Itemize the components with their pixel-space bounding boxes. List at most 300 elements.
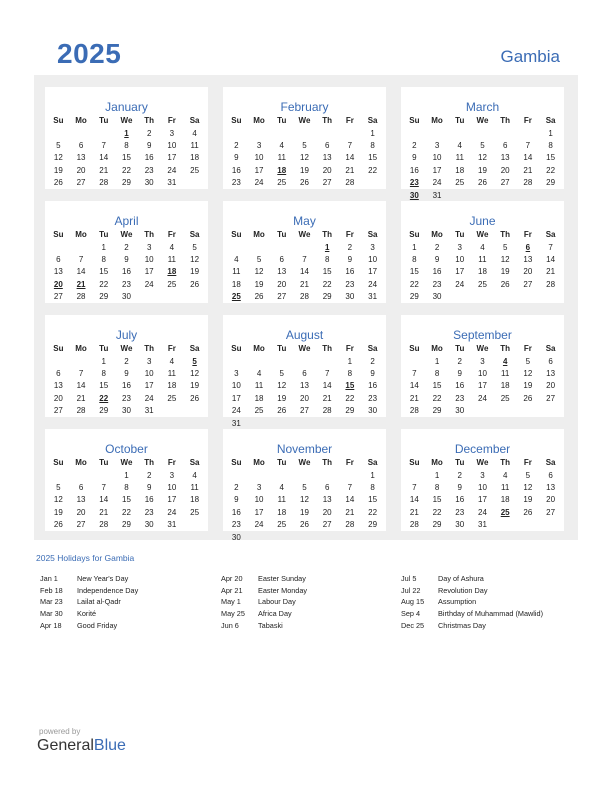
day-cell: 12: [300, 495, 309, 505]
day-cell: 7: [324, 368, 330, 378]
day-cell: [293, 355, 316, 367]
day-cell: [539, 291, 562, 303]
day-cell: 11: [277, 153, 286, 163]
holiday-name: Birthday of Muhammad (Mawlid): [438, 609, 544, 619]
month-june: [401, 201, 564, 303]
holiday-name: Easter Monday: [258, 585, 308, 595]
day-cell: [248, 417, 271, 429]
day-cell: 21: [76, 393, 86, 403]
weekday-header: Tu: [455, 116, 465, 126]
weekday-header: Mo: [431, 116, 443, 126]
day-cell: 10: [254, 153, 264, 163]
day-cell: 4: [234, 254, 239, 264]
day-cell: 15: [546, 153, 556, 163]
holiday-date: May 1: [221, 597, 241, 607]
day-cell: 4: [502, 356, 508, 366]
holiday-item: [221, 586, 391, 598]
day-cell: 16: [345, 267, 355, 277]
day-cell: 13: [300, 381, 309, 391]
day-cell: 19: [254, 279, 264, 289]
day-cell: 15: [99, 381, 109, 391]
day-cell: 4: [192, 128, 197, 138]
day-cell: 12: [53, 153, 63, 163]
weekday-header: Fr: [167, 230, 176, 240]
weekday-header: Su: [231, 344, 242, 354]
day-cell: 2: [124, 356, 129, 366]
weekday-header: Th: [500, 230, 511, 240]
day-cell: 21: [345, 165, 355, 175]
month-grid: [47, 343, 206, 417]
day-cell: 2: [146, 128, 152, 138]
day-cell: [161, 405, 184, 417]
day-cell: 10: [455, 254, 465, 264]
day-cell: [248, 469, 271, 481]
day-cell: 28: [300, 292, 309, 302]
holiday-date: Jul 5: [401, 574, 417, 583]
day-cell: 2: [124, 242, 129, 252]
month-march: [401, 87, 564, 200]
day-cell: 16: [432, 267, 442, 277]
day-cell: 4: [457, 140, 462, 150]
day-cell: 12: [523, 482, 533, 492]
day-cell: 9: [347, 254, 353, 264]
day-cell: 29: [99, 406, 109, 416]
day-cell: [225, 355, 248, 367]
day-cell: 29: [409, 292, 419, 302]
day-cell: 18: [500, 495, 510, 505]
day-cell: 18: [190, 495, 200, 505]
day-cell: 30: [455, 406, 465, 416]
day-cell: 16: [368, 381, 378, 391]
holiday-date: Jun 6: [221, 620, 239, 630]
calendar-panel: [34, 75, 578, 540]
weekday-header: Fr: [345, 116, 354, 126]
day-cell: 3: [434, 140, 440, 150]
day-cell: 20: [500, 165, 510, 175]
day-cell: 8: [434, 368, 440, 378]
day-cell: [517, 405, 540, 417]
day-cell: [471, 291, 494, 303]
holiday-item: [40, 621, 210, 633]
weekday-header: Sa: [545, 458, 556, 468]
day-cell: 31: [368, 292, 378, 302]
day-cell: 20: [322, 507, 332, 517]
holiday-name: Africa Day: [258, 609, 292, 619]
day-cell: 6: [548, 356, 553, 366]
weekday-header: Sa: [189, 344, 200, 354]
day-cell: 24: [231, 406, 241, 416]
month-name: May: [293, 214, 316, 228]
day-cell: 21: [322, 393, 332, 403]
weekday-header: Th: [500, 344, 511, 354]
day-cell: 19: [500, 267, 510, 277]
day-cell: [92, 469, 115, 481]
day-cell: 26: [277, 406, 287, 416]
day-cell: 3: [146, 242, 152, 252]
brand-logo: [37, 737, 126, 755]
month-name: November: [276, 442, 333, 456]
day-cell: [471, 127, 494, 139]
day-cell: [248, 127, 271, 139]
day-cell: [539, 405, 562, 417]
weekday-header: Th: [322, 344, 333, 354]
day-cell: 13: [76, 495, 86, 505]
day-cell: [316, 469, 339, 481]
day-cell: 6: [548, 470, 553, 480]
holiday-item: [401, 597, 571, 609]
day-cell: 13: [277, 267, 287, 277]
year-title: 2025: [57, 38, 122, 69]
day-cell: [70, 469, 93, 481]
day-cell: 5: [192, 242, 197, 252]
day-cell: [225, 469, 248, 481]
month-february: [223, 87, 386, 189]
day-cell: 27: [53, 406, 63, 416]
holiday-name: Labour Day: [258, 597, 296, 607]
day-cell: 16: [122, 267, 131, 277]
day-cell: 22: [546, 165, 556, 175]
month-name: July: [115, 328, 138, 342]
day-cell: 3: [370, 242, 375, 252]
day-cell: 25: [167, 393, 177, 403]
day-cell: 9: [124, 254, 129, 264]
day-cell: 13: [322, 153, 332, 163]
weekday-header: Mo: [431, 230, 443, 240]
day-cell: 1: [548, 128, 553, 138]
day-cell: 2: [457, 470, 462, 480]
day-cell: 13: [76, 153, 86, 163]
day-cell: 29: [368, 520, 378, 530]
weekday-header: Tu: [99, 344, 109, 354]
weekday-header: Mo: [75, 344, 87, 354]
day-cell: 20: [322, 165, 332, 175]
day-cell: 14: [76, 267, 86, 277]
day-cell: 5: [525, 356, 531, 366]
brand-part2: Blue: [93, 737, 126, 754]
day-cell: 31: [167, 520, 177, 530]
holiday-name: Assumption: [438, 597, 477, 607]
weekday-header: We: [298, 458, 311, 468]
day-cell: 13: [523, 254, 533, 264]
day-cell: 25: [455, 178, 465, 188]
day-cell: 10: [478, 482, 487, 492]
day-cell: 12: [190, 368, 200, 378]
day-cell: 17: [254, 165, 264, 175]
day-cell: [225, 127, 248, 139]
weekday-header: Su: [231, 116, 242, 126]
day-cell: 1: [370, 128, 375, 138]
day-cell: 10: [144, 254, 154, 264]
day-cell: 31: [432, 190, 442, 200]
day-cell: 11: [501, 482, 510, 492]
day-cell: 18: [167, 267, 177, 277]
day-cell: 18: [277, 165, 287, 175]
day-cell: 26: [53, 520, 63, 530]
holiday-name: Korité: [77, 609, 97, 619]
day-cell: 16: [231, 165, 241, 175]
holiday-date: Apr 18: [40, 620, 62, 630]
day-cell: 31: [231, 418, 241, 428]
day-cell: 11: [455, 153, 464, 163]
day-cell: 15: [368, 153, 378, 163]
day-cell: 17: [478, 381, 487, 391]
day-cell: 24: [455, 279, 465, 289]
day-cell: 8: [434, 482, 440, 492]
day-cell: 3: [234, 368, 239, 378]
day-cell: 11: [232, 267, 241, 277]
day-cell: 9: [457, 482, 462, 492]
day-cell: 28: [523, 178, 533, 188]
day-cell: 1: [434, 470, 440, 480]
day-cell: 30: [122, 406, 131, 416]
day-cell: 17: [254, 507, 264, 517]
day-cell: 10: [254, 495, 264, 505]
day-cell: [270, 355, 293, 367]
day-cell: 21: [546, 267, 556, 277]
weekday-header: Sa: [367, 230, 378, 240]
day-cell: 28: [76, 406, 86, 416]
day-cell: [339, 417, 362, 429]
day-cell: 15: [432, 495, 442, 505]
day-cell: 29: [345, 406, 355, 416]
weekday-header: Tu: [455, 344, 465, 354]
holiday-name: Easter Sunday: [258, 574, 306, 583]
month-name: December: [454, 442, 511, 456]
day-cell: 15: [99, 267, 109, 277]
holiday-date: Apr 20: [221, 574, 243, 583]
day-cell: 17: [368, 267, 378, 277]
day-cell: 7: [412, 482, 417, 492]
day-cell: 22: [409, 279, 419, 289]
weekday-header: Fr: [523, 116, 532, 126]
day-cell: 15: [409, 267, 419, 277]
day-cell: 14: [76, 381, 86, 391]
weekday-header: Su: [231, 230, 242, 240]
weekday-header: Mo: [253, 230, 265, 240]
day-cell: [517, 291, 540, 303]
weekday-header: Th: [322, 458, 333, 468]
day-cell: 25: [254, 406, 264, 416]
month-grid: [47, 457, 206, 531]
day-cell: 18: [167, 381, 177, 391]
day-cell: 10: [167, 482, 177, 492]
month-april: [45, 201, 208, 303]
weekday-header: Sa: [545, 230, 556, 240]
day-cell: 19: [478, 165, 487, 175]
day-cell: 6: [56, 254, 61, 264]
weekday-header: We: [120, 230, 133, 240]
holiday-column: [401, 574, 571, 632]
day-cell: 24: [478, 393, 487, 403]
day-cell: 2: [234, 482, 239, 492]
day-cell: [426, 127, 449, 139]
day-cell: 10: [368, 254, 378, 264]
day-cell: [293, 531, 316, 543]
day-cell: 28: [345, 178, 355, 188]
day-cell: 14: [546, 254, 556, 264]
day-cell: 29: [546, 178, 556, 188]
day-cell: 5: [56, 482, 61, 492]
weekday-header: Fr: [523, 458, 532, 468]
day-cell: 17: [167, 153, 177, 163]
day-cell: [517, 189, 540, 201]
day-cell: 30: [345, 292, 355, 302]
day-cell: 13: [546, 482, 556, 492]
day-cell: 29: [432, 406, 442, 416]
day-cell: 17: [144, 267, 154, 277]
weekday-header: We: [298, 230, 311, 240]
day-cell: 6: [56, 368, 61, 378]
day-cell: 16: [144, 495, 154, 505]
day-cell: 18: [277, 507, 287, 517]
weekday-header: Fr: [523, 344, 532, 354]
day-cell: 4: [279, 482, 284, 492]
day-cell: 18: [500, 381, 510, 391]
month-september: [401, 315, 564, 417]
day-cell: 17: [432, 165, 442, 175]
day-cell: 16: [144, 153, 154, 163]
day-cell: 2: [412, 140, 417, 150]
weekday-header: Tu: [277, 230, 287, 240]
day-cell: [316, 355, 339, 367]
weekday-header: Sa: [189, 458, 200, 468]
day-cell: 22: [322, 279, 332, 289]
weekday-header: We: [298, 344, 311, 354]
day-cell: 6: [279, 254, 284, 264]
day-cell: 1: [101, 356, 106, 366]
weekday-header: Mo: [431, 458, 443, 468]
weekday-header: Su: [409, 458, 420, 468]
day-cell: 9: [124, 368, 129, 378]
day-cell: 5: [192, 356, 197, 366]
day-cell: [361, 177, 384, 189]
day-cell: 18: [455, 165, 465, 175]
holiday-date: Jan 1: [40, 574, 58, 583]
day-cell: 27: [300, 406, 309, 416]
day-cell: 5: [502, 242, 508, 252]
day-cell: 20: [546, 381, 556, 391]
day-cell: 31: [144, 406, 154, 416]
day-cell: 21: [99, 507, 109, 517]
day-cell: 4: [279, 140, 284, 150]
day-cell: 1: [434, 356, 440, 366]
day-cell: 7: [101, 482, 106, 492]
day-cell: 28: [409, 520, 419, 530]
day-cell: [494, 291, 517, 303]
month-grid: [225, 343, 384, 430]
day-cell: 27: [53, 292, 63, 302]
day-cell: 5: [279, 368, 284, 378]
holiday-name: Independence Day: [77, 585, 139, 595]
day-cell: 2: [434, 242, 440, 252]
day-cell: 14: [345, 495, 355, 505]
holiday-column: [40, 574, 210, 632]
day-cell: 2: [347, 242, 353, 252]
month-january: [45, 87, 208, 189]
day-cell: 10: [478, 368, 487, 378]
day-cell: 24: [144, 279, 154, 289]
weekday-header: Tu: [99, 116, 109, 126]
day-cell: 20: [76, 165, 86, 175]
day-cell: [448, 291, 471, 303]
day-cell: 14: [409, 495, 419, 505]
day-cell: 26: [300, 520, 309, 530]
day-cell: 14: [99, 153, 109, 163]
day-cell: [517, 519, 540, 531]
day-cell: 16: [409, 165, 419, 175]
day-cell: [70, 355, 93, 367]
day-cell: 5: [480, 140, 485, 150]
day-cell: 3: [146, 356, 152, 366]
weekday-header: Fr: [523, 230, 532, 240]
day-cell: 4: [256, 368, 262, 378]
day-cell: 10: [432, 153, 442, 163]
day-cell: 8: [324, 254, 330, 264]
month-name: January: [105, 100, 148, 114]
weekday-header: Su: [409, 116, 420, 126]
day-cell: 11: [501, 368, 510, 378]
day-cell: 13: [546, 368, 556, 378]
day-cell: 22: [99, 279, 109, 289]
day-cell: 23: [455, 507, 465, 517]
weekday-header: Fr: [345, 458, 354, 468]
holiday-name: Lailat al-Qadr: [77, 597, 121, 607]
day-cell: 30: [144, 520, 154, 530]
day-cell: 23: [231, 520, 241, 530]
day-cell: 30: [231, 532, 241, 542]
day-cell: 19: [53, 507, 63, 517]
weekday-header: Th: [500, 458, 511, 468]
day-cell: 16: [455, 381, 465, 391]
weekday-header: We: [120, 458, 133, 468]
day-cell: 28: [345, 520, 355, 530]
weekday-header: Su: [53, 458, 64, 468]
day-cell: [138, 291, 161, 303]
day-cell: 27: [76, 520, 86, 530]
day-cell: [183, 519, 206, 531]
day-cell: [471, 189, 494, 201]
day-cell: 9: [146, 482, 152, 492]
day-cell: 24: [368, 279, 378, 289]
day-cell: 17: [478, 495, 487, 505]
day-cell: 5: [525, 470, 531, 480]
day-cell: 8: [101, 368, 106, 378]
day-cell: [494, 405, 517, 417]
holiday-item: [401, 574, 571, 586]
day-cell: [517, 127, 540, 139]
day-cell: 24: [254, 178, 264, 188]
month-grid: [403, 115, 562, 202]
holiday-date: Dec 25: [401, 620, 425, 630]
day-cell: 7: [78, 368, 84, 378]
month-grid: [403, 343, 562, 417]
holiday-item: [40, 609, 210, 621]
holiday-name: Good Friday: [77, 620, 118, 630]
day-cell: [339, 469, 362, 481]
day-cell: 14: [409, 381, 419, 391]
day-cell: 24: [167, 165, 177, 175]
weekday-header: Tu: [455, 230, 465, 240]
day-cell: 19: [300, 507, 309, 517]
weekday-header: Su: [53, 230, 64, 240]
day-cell: 26: [300, 178, 309, 188]
day-cell: [183, 405, 206, 417]
month-july: [45, 315, 208, 417]
day-cell: 6: [525, 242, 531, 252]
holiday-date: Feb 18: [40, 585, 63, 595]
day-cell: 1: [412, 242, 417, 252]
day-cell: 25: [190, 507, 200, 517]
